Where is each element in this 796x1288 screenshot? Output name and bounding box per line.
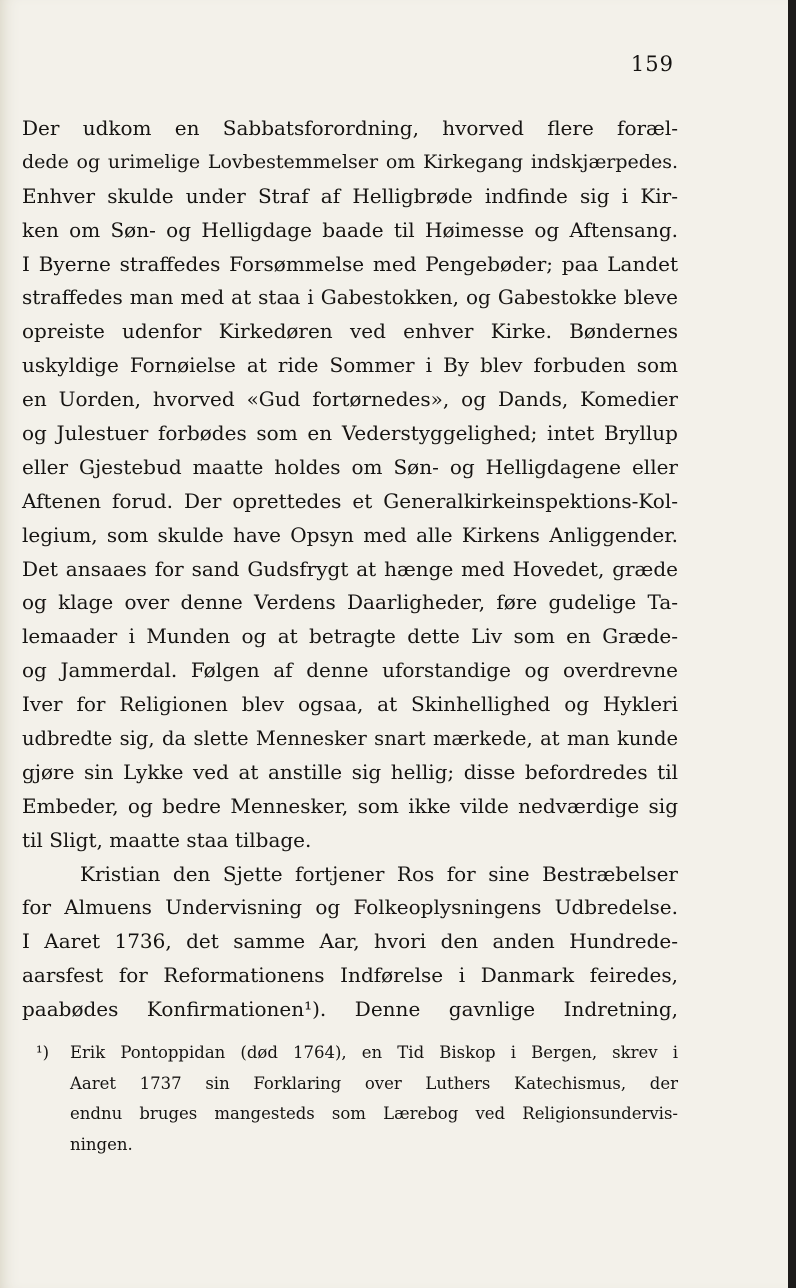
text-line: legium, som skulde have Opsyn med alle Kirkens Anliggender. [22,522,678,547]
text-line: Enhver skulde under Straf af Helligbrøde indfinde sig i Kir- [22,183,678,208]
text-line: straffedes man med at staa i Gabestokken, og Gabestokke bleve [22,285,678,310]
footnote-line: endnu bruges mangesteds som Lærebog ved Religionsundervis- [70,1104,678,1123]
text-line: opreiste udenfor Kirkedøren ved enhver Kirke. Bøndernes [22,319,678,344]
paragraph-last-line: til Sligt, maatte staa tilbage. [22,827,312,852]
footnote-line: Erik Pontoppidan (død 1764), en Tid Biskop i Bergen, skrev i [70,1043,678,1062]
text-line: og Julestuer forbødes som en Vederstyggelighed; intet Bryllup [22,421,678,446]
text-line: en Uorden, hvorved «Gud fortørnedes», og Dands, Komedier [22,387,678,412]
footnote-line: ningen. [70,1134,133,1154]
text-line: Der udkom en Sabbatsforordning, hvorved flere foræl- [22,116,678,140]
text-line: Aftenen forud. Der oprettedes et Generalkirkeinspektions-Kol- [22,488,678,513]
text-line: I Aaret 1736, det samme Aar, hvori den anden Hundrede- [22,929,678,954]
text-line: for Almuens Undervisning og Folkeoplysningens Udbredelse. [22,895,678,920]
footnote-marker: ¹) [36,1043,50,1062]
text-line: ken om Søn- og Helligdage baade til Høimesse og Aftensang. [22,217,678,242]
text-line: aarsfest for Reformationens Indførelse i Danmark feiredes, [22,963,678,988]
text-line: og Jammerdal. Følgen af denne uforstandige og overdrevne [22,658,678,683]
body-text [22,112,678,1027]
text-line: gjøre sin Lykke ved at anstille sig hellig; disse befordredes til [22,759,678,784]
text-line: uskyldige Fornøielse at ride Sommer i By blev forbuden som [22,353,678,378]
text-line: dede og urimelige Lovbestemmelser om Kirkegang indskjærpedes. [22,150,678,173]
footnote-line: Aaret 1737 sin Forklaring over Luthers Katechismus, der [70,1073,678,1093]
text-line: Det ansaaes for sand Gudsfrygt at hænge med Hovedet, græde [22,556,678,581]
text-line: og klage over denne Verdens Daarligheder, føre gudelige Ta- [22,590,678,615]
text-line: udbredte sig, da slette Mennesker snart mærkede, at man kunde [22,727,678,751]
text-line: Embeder, og bedre Mennesker, som ikke vilde nedværdige sig [22,793,678,818]
text-line: eller Gjestebud maatte holdes om Søn- og Helligdagene eller [22,454,678,479]
text-line: Iver for Religionen blev ogsaa, at Skinhellighed og Hykleri [22,692,678,717]
page-edge-shadow [788,0,796,1288]
text-line: paabødes Konfirmationen¹). Denne gavnlige Indretning, [22,997,678,1022]
paragraph-first-line: Kristian den Sjette fortjener Ros for sine Bestræbelser [80,861,678,886]
text-line: I Byerne straffedes Forsømmelse med Pengebøder; paa Landet [22,251,678,276]
page-number: 159 [630,52,674,76]
text-line: lemaader i Munden og at betragte dette Liv som en Græde- [22,624,678,649]
footnote [36,1038,678,1160]
